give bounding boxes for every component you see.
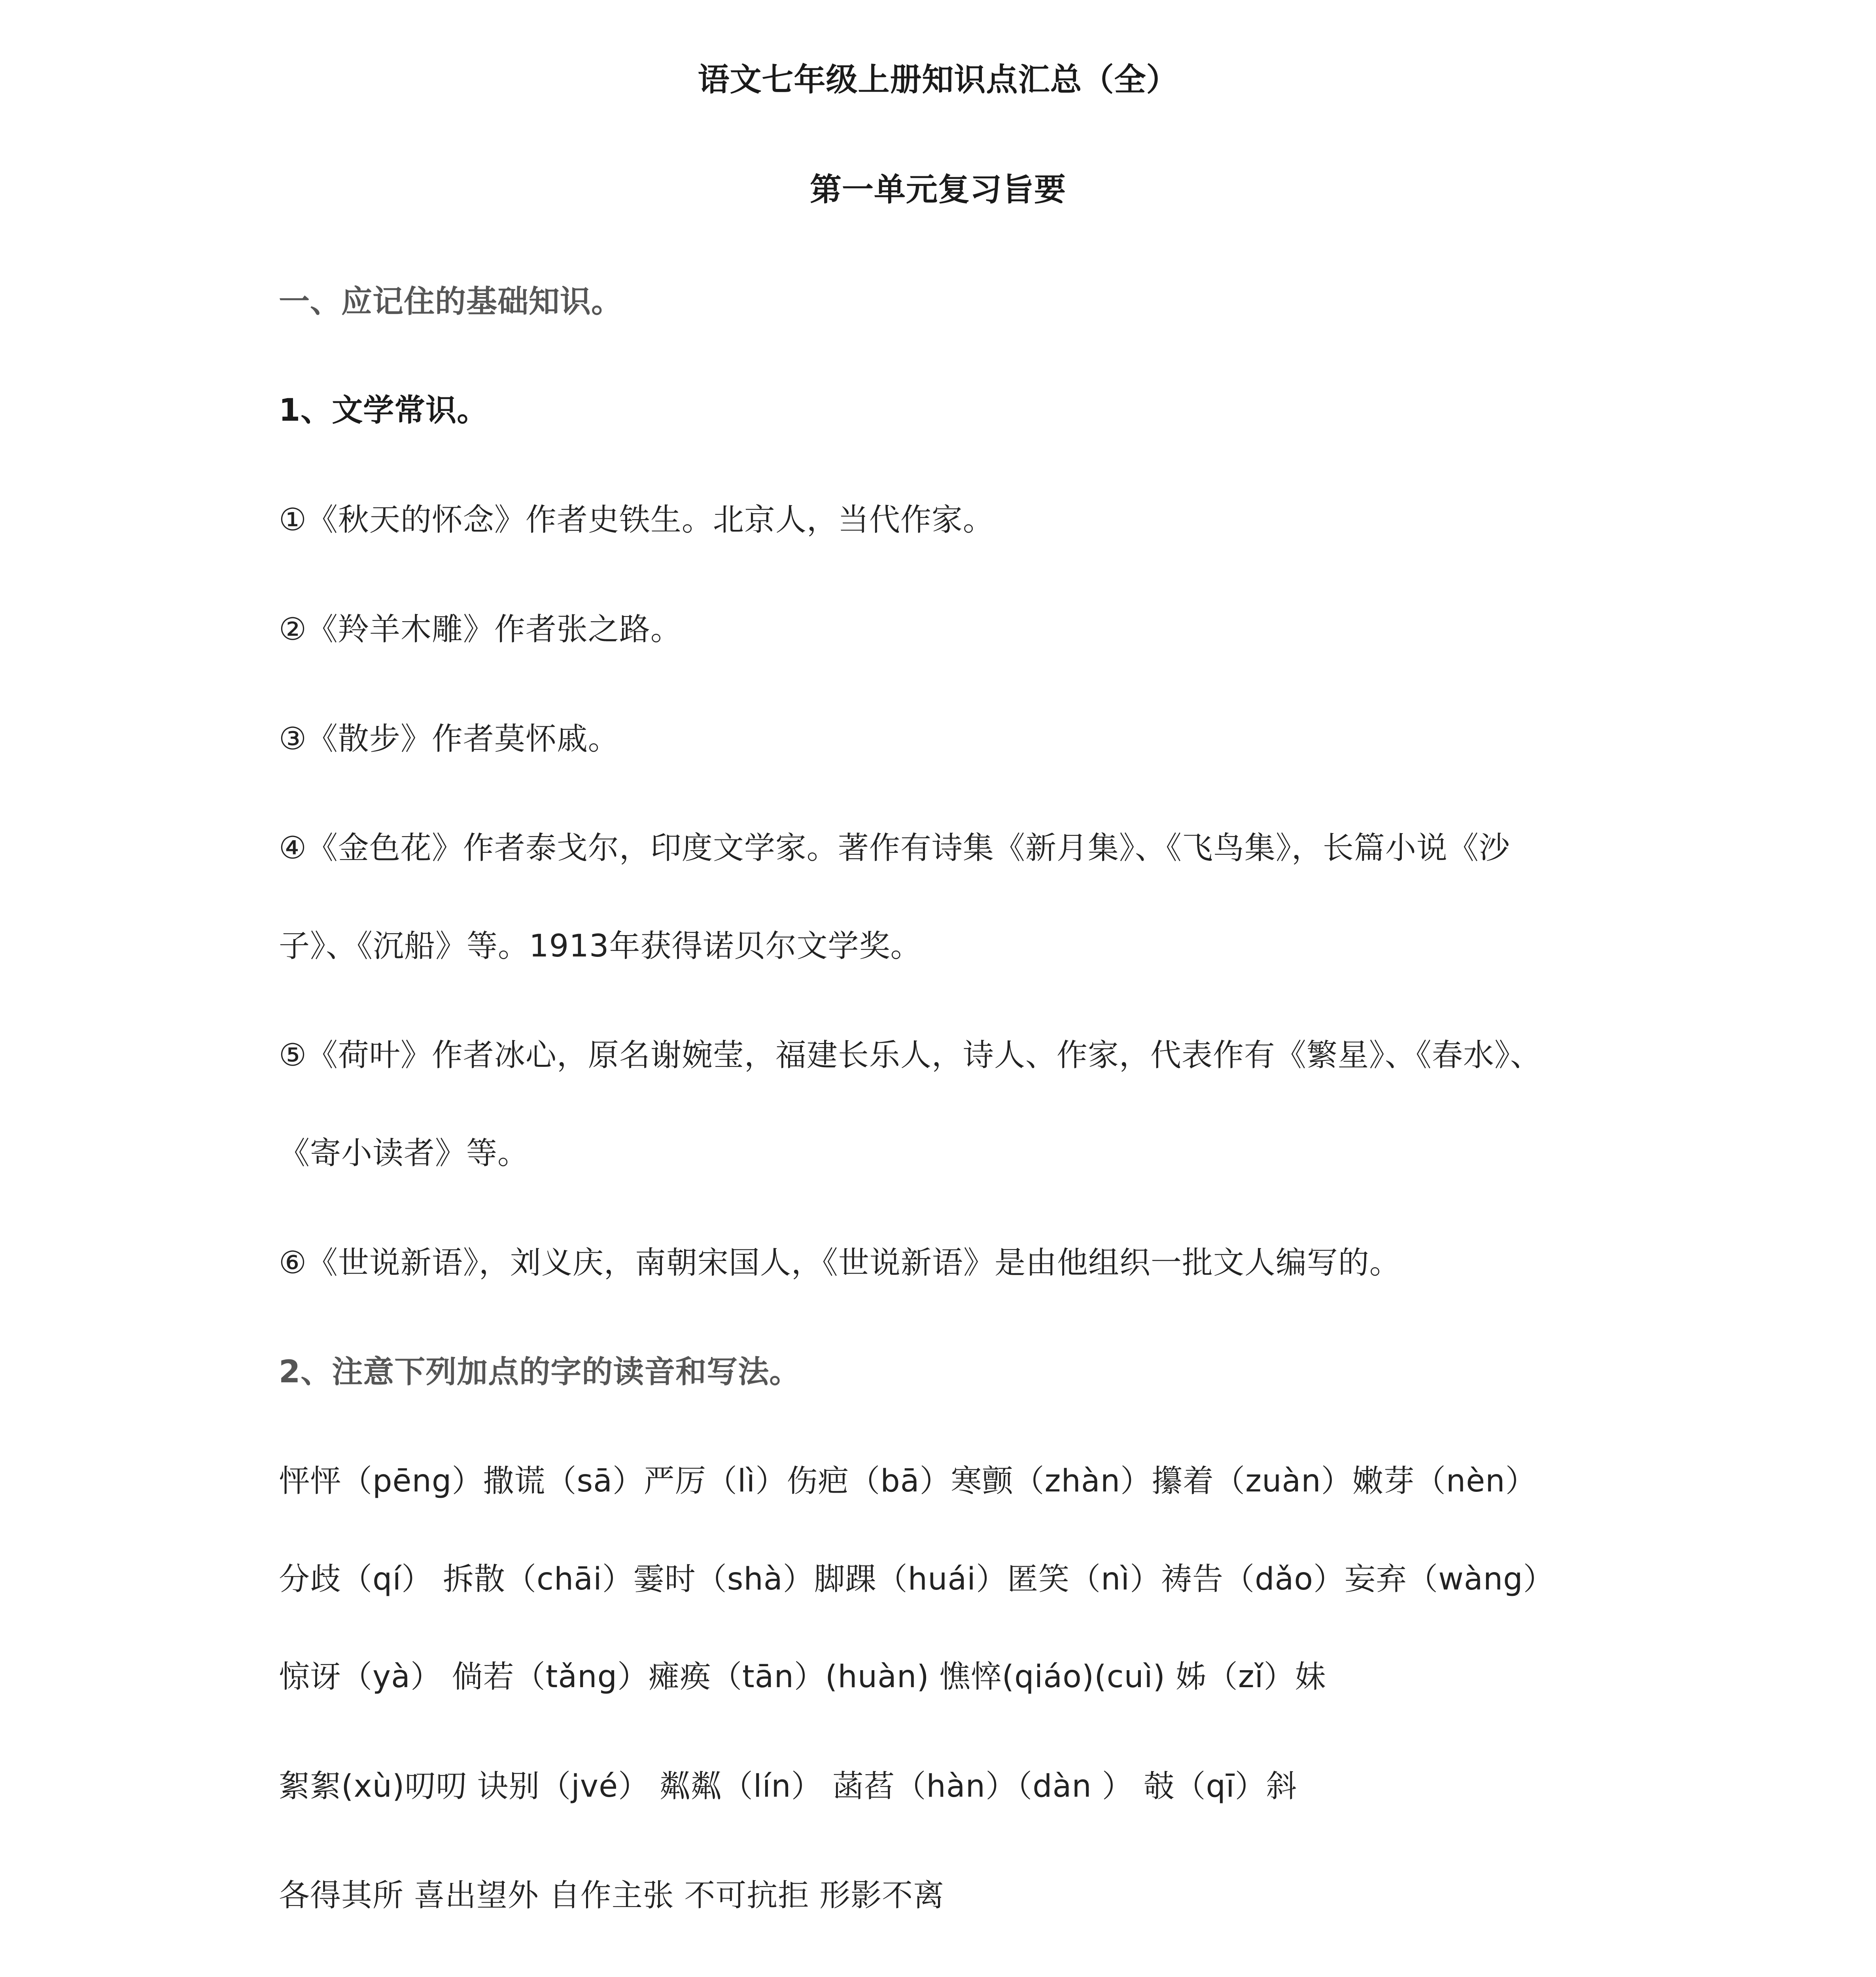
unit-subtitle: 第一单元复习旨要 — [810, 171, 1066, 208]
idiom-row: 各得其所 喜出望外 自作主张 不可抗拒 形影不离 — [279, 1878, 945, 1913]
literary-item-continued: 《寄小读者》等。 — [279, 1136, 529, 1171]
heading-pronunciation: 2、注意下列加点的字的读音和写法。 — [279, 1354, 801, 1390]
pronunciation-row: 分歧（qí） 拆散（chāi）霎时（shà）脚踝（huái）匿笑（nì）祷告（dǎo）妄弃（wàng） — [279, 1561, 1555, 1597]
document-title: 语文七年级上册知识点汇总（全） — [698, 61, 1178, 98]
section-heading-basics: 一、应记住的基础知识。 — [279, 284, 623, 319]
literary-item: ⑤《荷叶》作者冰心，原名谢婉莹，福建长乐人，诗人、作家，代表作有《繁星》、《春水》、 — [279, 1038, 1541, 1073]
pronunciation-row: 絮絮(xù)叨叨 诀别（jvé） 粼粼（lín） 菡萏（hàn）（dàn ） 攲（qī）斜 — [279, 1769, 1297, 1804]
literary-item: ①《秋天的怀念》作者史铁生。北京人，当代作家。 — [279, 502, 994, 538]
literary-item: ③《散步》作者莫怀戚。 — [279, 721, 619, 757]
literary-item-continued: 子》、《沉船》等。1913年获得诺贝尔文学奖。 — [279, 928, 922, 964]
pronunciation-row: 惊讶（yà） 倘若（tǎng）瘫痪（tān）(huàn) 憔悴(qiáo)(cuì) 姊（zǐ）妹 — [279, 1659, 1326, 1695]
literary-item: ②《羚羊木雕》作者张之路。 — [279, 612, 682, 647]
literary-item: ⑥《世说新语》，刘义庆，南朝宋国人，《世说新语》是由他组织一批文人编写的。 — [279, 1245, 1401, 1281]
heading-literary-knowledge: 1、文学常识。 — [279, 393, 488, 428]
literary-item: ④《金色花》作者泰戈尔，印度文学家。著作有诗集《新月集》、《飞鸟集》，长篇小说《沙 — [279, 830, 1510, 866]
pronunciation-row: 怦怦（pēng）撒谎（sā）严厉（lì）伤疤（bā）寒颤（zhàn）攥着（zuàn）嫩芽（nèn） — [279, 1463, 1537, 1499]
